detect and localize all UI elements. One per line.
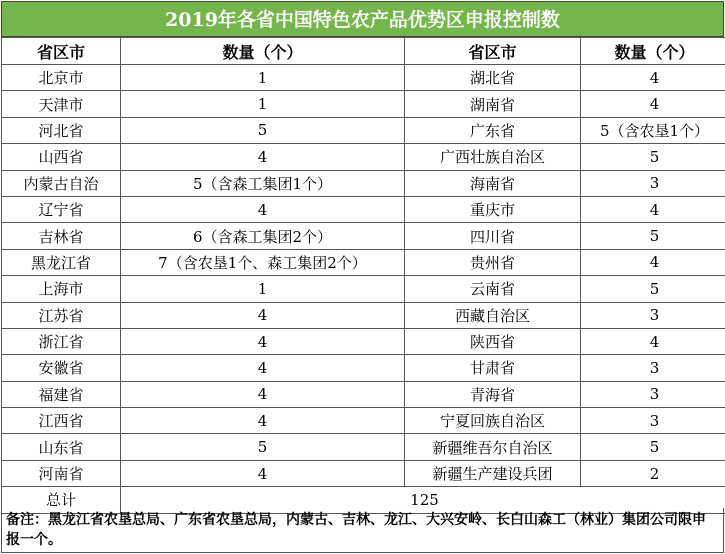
table-row xyxy=(2,91,725,117)
left-region-cell: 山东省 xyxy=(2,434,121,460)
left-count-cell: 4 xyxy=(121,460,405,486)
right-count-cell: 5（含农垦1个） xyxy=(581,117,725,143)
left-region-cell: 天津市 xyxy=(2,91,121,117)
left-region-cell: 福建省 xyxy=(2,381,121,407)
right-count-cell: 4 xyxy=(581,65,725,91)
left-count-cell: 4 xyxy=(121,196,405,222)
quota-table-figure xyxy=(1,1,724,553)
right-count-cell: 5 xyxy=(581,223,725,249)
right-count-cell: 3 xyxy=(581,381,725,407)
left-region-cell: 江西省 xyxy=(2,408,121,434)
right-region-cell: 湖北省 xyxy=(405,65,581,91)
right-region-cell: 广西壮族自治区 xyxy=(405,144,581,170)
left-count-cell: 1 xyxy=(121,276,405,302)
right-count-cell: 4 xyxy=(581,328,725,354)
table-row xyxy=(2,460,725,486)
table-row xyxy=(2,249,725,275)
left-count-cell: 1 xyxy=(121,65,405,91)
left-count-cell: 5（含森工集团1个） xyxy=(121,170,405,196)
left-count-cell: 4 xyxy=(121,144,405,170)
total-label: 总计 xyxy=(2,487,121,513)
right-region-cell: 贵州省 xyxy=(405,249,581,275)
table-row xyxy=(2,381,725,407)
table-title: 2019年各省中国特色农产品优势区申报控制数 xyxy=(1,1,724,37)
left-region-cell: 黑龙江省 xyxy=(2,249,121,275)
header-row xyxy=(2,38,725,65)
left-region-cell: 山西省 xyxy=(2,144,121,170)
left-region-cell: 河北省 xyxy=(2,117,121,143)
left-count-cell: 5 xyxy=(121,434,405,460)
right-region-cell: 宁夏回族自治区 xyxy=(405,408,581,434)
left-count-cell: 5 xyxy=(121,117,405,143)
right-region-cell: 陕西省 xyxy=(405,328,581,354)
header-region-left: 省区市 xyxy=(2,38,121,65)
right-region-cell: 湖南省 xyxy=(405,91,581,117)
left-region-cell: 江苏省 xyxy=(2,302,121,328)
right-region-cell: 四川省 xyxy=(405,223,581,249)
left-count-cell: 4 xyxy=(121,328,405,354)
left-region-cell: 北京市 xyxy=(2,65,121,91)
right-region-cell: 甘肃省 xyxy=(405,355,581,381)
table-row xyxy=(2,355,725,381)
left-count-cell: 6（含森工集团2个） xyxy=(121,223,405,249)
quota-table xyxy=(1,37,725,514)
table-row xyxy=(2,434,725,460)
left-region-cell: 内蒙古自治 xyxy=(2,170,121,196)
right-count-cell: 5 xyxy=(581,434,725,460)
table-row xyxy=(2,302,725,328)
right-count-cell: 3 xyxy=(581,355,725,381)
right-count-cell: 4 xyxy=(581,91,725,117)
total-value: 125 xyxy=(121,487,725,513)
right-count-cell: 3 xyxy=(581,170,725,196)
table-row xyxy=(2,117,725,143)
footnote: 备注：黑龙江省农垦总局、广东省农垦总局，内蒙古、吉林、龙江、大兴安岭、长白山森工（林业）集团公司限申报一个。 xyxy=(1,508,724,553)
left-region-cell: 辽宁省 xyxy=(2,196,121,222)
left-count-cell: 4 xyxy=(121,302,405,328)
right-region-cell: 新疆生产建设兵团 xyxy=(405,460,581,486)
table-row xyxy=(2,276,725,302)
left-count-cell: 7（含农垦1个、森工集团2个） xyxy=(121,249,405,275)
left-region-cell: 安徽省 xyxy=(2,355,121,381)
right-region-cell: 新疆维吾尔自治区 xyxy=(405,434,581,460)
right-count-cell: 4 xyxy=(581,196,725,222)
left-count-cell: 4 xyxy=(121,381,405,407)
header-region-right: 省区市 xyxy=(405,38,581,65)
right-region-cell: 广东省 xyxy=(405,117,581,143)
table-row xyxy=(2,196,725,222)
table-row xyxy=(2,144,725,170)
right-count-cell: 4 xyxy=(581,249,725,275)
header-count-left: 数量（个） xyxy=(121,38,405,65)
right-count-cell: 5 xyxy=(581,144,725,170)
right-region-cell: 海南省 xyxy=(405,170,581,196)
left-region-cell: 河南省 xyxy=(2,460,121,486)
table-row xyxy=(2,223,725,249)
left-region-cell: 浙江省 xyxy=(2,328,121,354)
table-row xyxy=(2,328,725,354)
left-count-cell: 4 xyxy=(121,355,405,381)
table-row xyxy=(2,65,725,91)
left-count-cell: 4 xyxy=(121,408,405,434)
left-region-cell: 上海市 xyxy=(2,276,121,302)
right-count-cell: 3 xyxy=(581,302,725,328)
right-count-cell: 3 xyxy=(581,408,725,434)
table-row xyxy=(2,408,725,434)
right-region-cell: 重庆市 xyxy=(405,196,581,222)
right-count-cell: 5 xyxy=(581,276,725,302)
right-count-cell: 2 xyxy=(581,460,725,486)
right-region-cell: 青海省 xyxy=(405,381,581,407)
table-row xyxy=(2,170,725,196)
header-count-right: 数量（个） xyxy=(581,38,725,65)
right-region-cell: 云南省 xyxy=(405,276,581,302)
left-region-cell: 吉林省 xyxy=(2,223,121,249)
left-count-cell: 1 xyxy=(121,91,405,117)
right-region-cell: 西藏自治区 xyxy=(405,302,581,328)
